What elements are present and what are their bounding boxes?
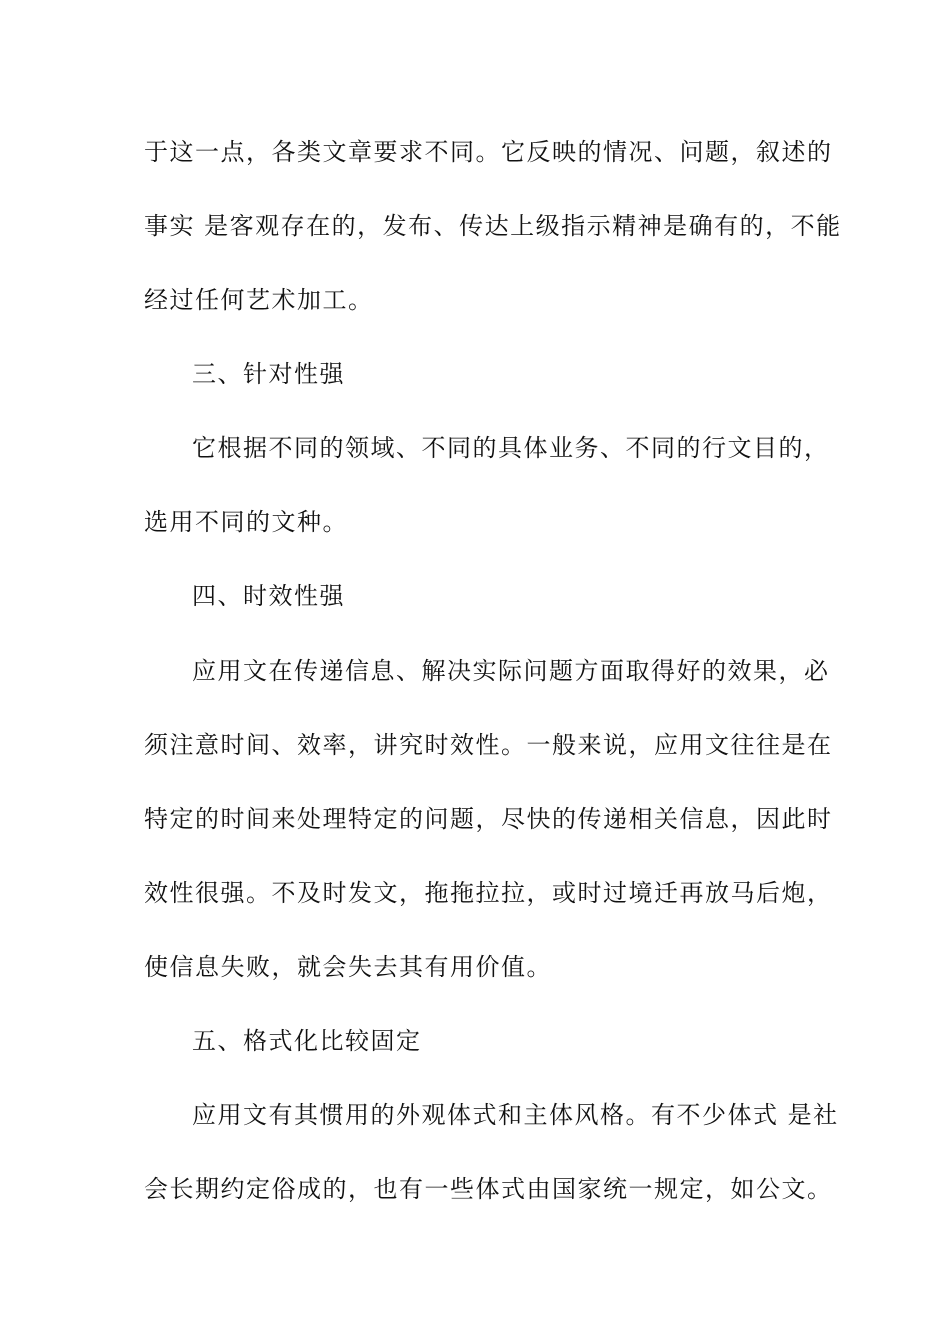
body-text-line: 特定的时间来处理特定的问题，尽快的传递相关信息，因此时: [144, 805, 833, 833]
section-heading: 四、时效性强: [192, 582, 345, 610]
body-text-line: 它根据不同的领域、不同的具体业务、不同的行文目的，: [192, 434, 830, 462]
section-heading: 五、格式化比较固定: [192, 1027, 422, 1055]
body-text-line: 使信息失败，就会失去其有用价值。: [144, 953, 552, 981]
body-text-line: 事实 是客观存在的，发布、传达上级指示精神是确有的，不能: [144, 212, 842, 240]
body-text-line: 须注意时间、效率，讲究时效性。一般来说，应用文往往是在: [144, 731, 833, 759]
section-heading: 三、针对性强: [192, 360, 345, 388]
body-text-line: 效性很强。不及时发文，拖拖拉拉，或时过境迁再放马后炮，: [144, 879, 833, 907]
body-text-line: 经过任何艺术加工。: [144, 286, 374, 314]
body-text-line: 会长期约定俗成的，也有一些体式由国家统一规定，如公文。: [144, 1175, 833, 1203]
body-text-line: 于这一点，各类文章要求不同。它反映的情况、问题，叙述的: [144, 138, 833, 166]
body-text-line: 选用不同的文种。: [144, 508, 348, 536]
body-text-line: 应用文有其惯用的外观体式和主体风格。有不少体式 是社: [192, 1101, 839, 1129]
body-text-line: 应用文在传递信息、解决实际问题方面取得好的效果，必: [192, 657, 830, 685]
